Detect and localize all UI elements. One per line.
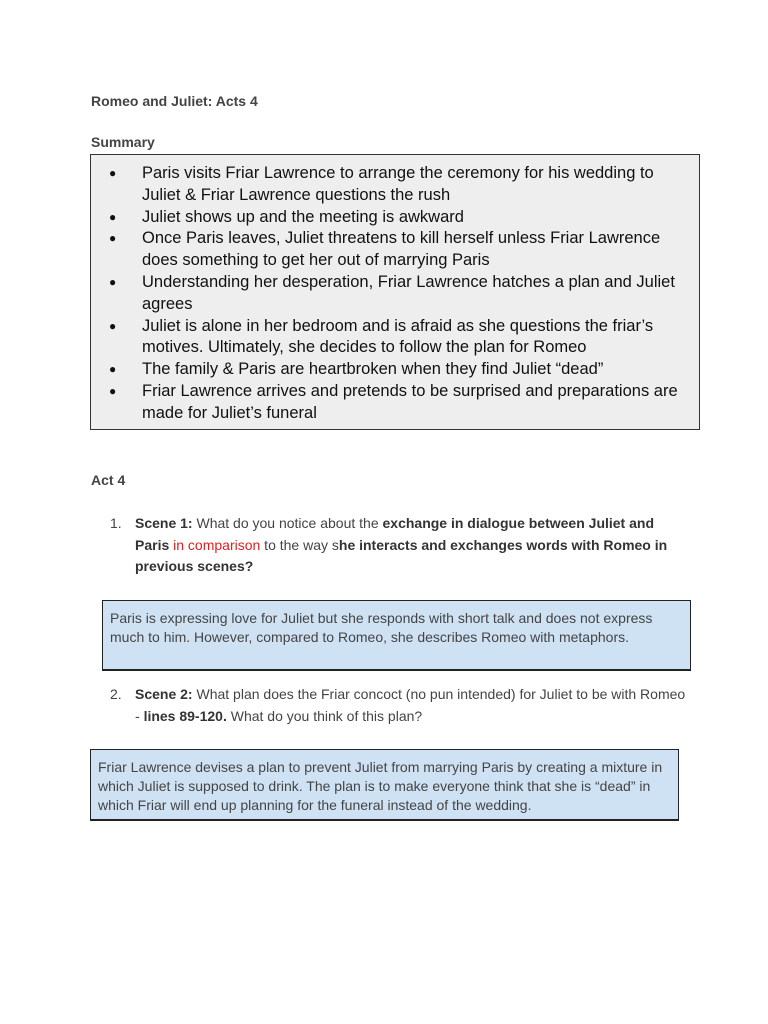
summary-item: ● Paris visits Friar Lawrence to arrange the ceremony for his wedding to Juliet & Friar Lawrence questions the rush: [91, 163, 699, 207]
question-2: [110, 684, 690, 727]
summary-item: ● Juliet is alone in her bedroom and is afraid as she questions the friar’s motives. Ultimately, she decides to follow the plan for Romeo: [91, 316, 699, 360]
summary-box: [90, 154, 700, 430]
answer-box-1[interactable]: Paris is expressing love for Juliet but she responds with short talk and does not express much to him. However, compared to Romeo, she describes Romeo with metaphors.: [102, 600, 691, 671]
question-text: [135, 513, 690, 578]
answer-box-2[interactable]: Friar Lawrence devises a plan to prevent Juliet from marrying Paris by creating a mixture in which Juliet is supposed to drink. The plan is to make everyone think that she is “dead” in which Friar will end up planning for the funeral instead of the wedding.: [90, 749, 679, 821]
question-emphasis: exchange in dialogue between Juliet and Paris: [135, 515, 655, 553]
summary-heading: Summary: [91, 134, 155, 150]
question-segment: What do you think of this plan?: [226, 707, 423, 724]
document-title: Romeo and Juliet: Acts 4: [91, 93, 258, 109]
question-number: 1.: [110, 515, 122, 531]
scene-label: Scene 1:: [135, 515, 193, 531]
question-highlight: in comparison: [169, 536, 261, 553]
question-segment: What plan does the Friar concoct (no pun intended) for Juliet to be with Romeo -: [135, 686, 686, 724]
question-emphasis: lines 89-120.: [143, 707, 227, 724]
summary-item: ● The family & Paris are heartbroken when they find Juliet “dead”: [91, 359, 699, 381]
summary-item: ● Juliet shows up and the meeting is awkward: [91, 207, 699, 229]
question-1: [110, 513, 690, 578]
summary-item: ● Once Paris leaves, Juliet threatens to kill herself unless Friar Lawrence does something to get her out of marrying Paris: [91, 228, 699, 272]
question-segment: to the way s: [260, 536, 339, 553]
summary-list: [91, 155, 699, 425]
question-text: [135, 684, 690, 727]
scene-label: Scene 2:: [135, 686, 193, 702]
summary-item: ● Understanding her desperation, Friar Lawrence hatches a plan and Juliet agrees: [91, 272, 699, 316]
summary-item: ● Friar Lawrence arrives and pretends to be surprised and preparations are made for Juliet’s funeral: [91, 381, 699, 425]
act-heading: Act 4: [91, 472, 126, 488]
question-emphasis: he interacts and exchanges words with Romeo in previous scenes?: [135, 536, 668, 574]
question-segment: What do you notice about the: [192, 515, 383, 531]
question-number: 2.: [110, 686, 122, 702]
